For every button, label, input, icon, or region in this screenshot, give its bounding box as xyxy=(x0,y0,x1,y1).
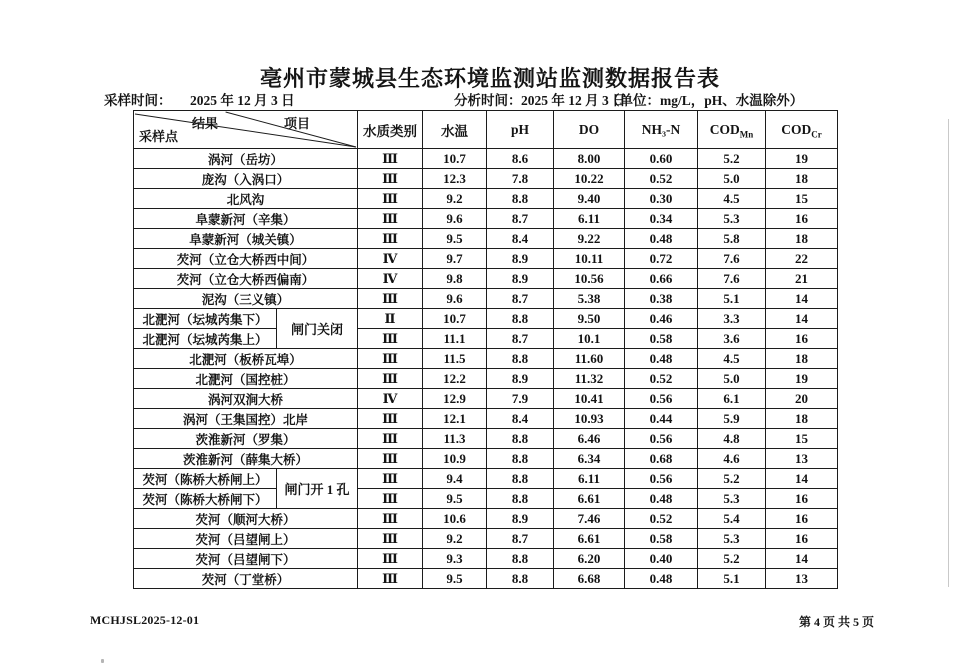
value-cell: 0.52 xyxy=(625,369,698,389)
page-number: 第 4 页 共 5 页 xyxy=(799,615,875,629)
corner-label-result: 结果 xyxy=(192,116,219,131)
value-cell: 10.93 xyxy=(554,409,625,429)
value-cell: 15 xyxy=(766,429,838,449)
category-cell: Ⅲ xyxy=(358,489,423,509)
table-row xyxy=(134,389,838,409)
site-cell: 芡河（陈桥大桥闸下） xyxy=(134,489,277,509)
table-row xyxy=(134,489,838,509)
category-cell: Ⅱ xyxy=(358,309,423,329)
value-cell: 8.8 xyxy=(487,189,554,209)
table-row xyxy=(134,229,838,249)
column-header-nh3n: NH₃-N xyxy=(625,111,698,149)
value-cell: 8.8 xyxy=(487,449,554,469)
value-cell: 5.2 xyxy=(698,549,766,569)
value-cell: 12.9 xyxy=(423,389,487,409)
category-cell: Ⅲ xyxy=(358,469,423,489)
site-cell: 芡河（吕望闸上） xyxy=(134,529,358,549)
column-header-category: 水质类别 xyxy=(358,111,423,149)
category-cell: Ⅲ xyxy=(358,229,423,249)
value-cell: 8.7 xyxy=(487,289,554,309)
site-cell: 庞沟（入涡口） xyxy=(134,169,358,189)
site-cell: 涡河双涧大桥 xyxy=(134,389,358,409)
category-cell: Ⅲ xyxy=(358,369,423,389)
category-cell: Ⅳ xyxy=(358,269,423,289)
column-header-codcr: $COD_{Cr}$ xyxy=(766,111,838,149)
value-cell: 6.46 xyxy=(554,429,625,449)
value-cell: 0.48 xyxy=(625,489,698,509)
value-cell: 0.60 xyxy=(625,149,698,169)
value-cell: 0.30 xyxy=(625,189,698,209)
value-cell: 0.34 xyxy=(625,209,698,229)
gate-status-cell: 闸门开 1 孔 xyxy=(277,469,358,509)
header-row xyxy=(134,111,838,149)
value-cell: 5.3 xyxy=(698,209,766,229)
column-header-codmn: $COD_{Mn}$ xyxy=(698,111,766,149)
value-cell: 14 xyxy=(766,289,838,309)
value-cell: 8.4 xyxy=(487,409,554,429)
category-cell: Ⅲ xyxy=(358,149,423,169)
column-header-do: DO xyxy=(554,111,625,149)
value-cell: 9.6 xyxy=(423,289,487,309)
value-cell: 8.7 xyxy=(487,329,554,349)
value-cell: 9.5 xyxy=(423,569,487,589)
value-cell: 12.3 xyxy=(423,169,487,189)
value-cell: 0.44 xyxy=(625,409,698,429)
value-cell: 13 xyxy=(766,569,838,589)
value-cell: 5.38 xyxy=(554,289,625,309)
category-cell: Ⅳ xyxy=(358,389,423,409)
value-cell: 11.3 xyxy=(423,429,487,449)
value-cell: 9.4 xyxy=(423,469,487,489)
value-cell: 0.40 xyxy=(625,549,698,569)
value-cell: 8.8 xyxy=(487,569,554,589)
value-cell: 8.7 xyxy=(487,209,554,229)
value-cell: 5.4 xyxy=(698,509,766,529)
corner-label-site: 采样点 xyxy=(139,129,179,144)
site-cell: 芡河（丁堂桥） xyxy=(134,569,358,589)
value-cell: 5.1 xyxy=(698,289,766,309)
category-cell: Ⅲ xyxy=(358,509,423,529)
value-cell: 0.66 xyxy=(625,269,698,289)
value-cell: 9.50 xyxy=(554,309,625,329)
value-cell: 0.68 xyxy=(625,449,698,469)
value-cell: 8.8 xyxy=(487,429,554,449)
value-cell: 0.58 xyxy=(625,529,698,549)
value-cell: 8.9 xyxy=(487,269,554,289)
value-cell: 18 xyxy=(766,169,838,189)
value-cell: 8.9 xyxy=(487,249,554,269)
value-cell: 9.40 xyxy=(554,189,625,209)
table-row xyxy=(134,369,838,389)
value-cell: 8.8 xyxy=(487,489,554,509)
category-cell: Ⅲ xyxy=(358,209,423,229)
category-cell: Ⅳ xyxy=(358,249,423,269)
category-cell: Ⅲ xyxy=(358,529,423,549)
table-row xyxy=(134,269,838,289)
value-cell: 14 xyxy=(766,549,838,569)
value-cell: 16 xyxy=(766,489,838,509)
value-cell: 6.11 xyxy=(554,469,625,489)
value-cell: 7.8 xyxy=(487,169,554,189)
table-row xyxy=(134,169,838,189)
scan-artifact-speck xyxy=(101,659,104,663)
value-cell: 13 xyxy=(766,449,838,469)
value-cell: 8.8 xyxy=(487,549,554,569)
table-row xyxy=(134,149,838,169)
document-number: MCHJSL2025-12-01 xyxy=(90,613,200,627)
value-cell: 9.22 xyxy=(554,229,625,249)
value-cell: 21 xyxy=(766,269,838,289)
site-cell: 茨淮新河（罗集） xyxy=(134,429,358,449)
value-cell: 5.0 xyxy=(698,369,766,389)
value-cell: 9.5 xyxy=(423,489,487,509)
value-cell: 8.9 xyxy=(487,509,554,529)
value-cell: 0.72 xyxy=(625,249,698,269)
site-cell: 茨淮新河（薛集大桥） xyxy=(134,449,358,469)
value-cell: 9.2 xyxy=(423,529,487,549)
value-cell: 8.9 xyxy=(487,369,554,389)
value-cell: 16 xyxy=(766,209,838,229)
value-cell: 7.9 xyxy=(487,389,554,409)
value-cell: 5.2 xyxy=(698,149,766,169)
value-cell: 7.6 xyxy=(698,269,766,289)
value-cell: 22 xyxy=(766,249,838,269)
value-cell: 3.6 xyxy=(698,329,766,349)
value-cell: 0.52 xyxy=(625,509,698,529)
value-cell: 9.5 xyxy=(423,229,487,249)
value-cell: 18 xyxy=(766,229,838,249)
value-cell: 6.20 xyxy=(554,549,625,569)
table-row xyxy=(134,249,838,269)
value-cell: 8.6 xyxy=(487,149,554,169)
analysis-time-value: 2025 年 12 月 3 日 xyxy=(521,93,626,108)
value-cell: 5.1 xyxy=(698,569,766,589)
value-cell: 20 xyxy=(766,389,838,409)
value-cell: 19 xyxy=(766,149,838,169)
column-header-temp: 水温 xyxy=(423,111,487,149)
value-cell: 10.22 xyxy=(554,169,625,189)
table-row xyxy=(134,309,838,329)
site-cell: 北风沟 xyxy=(134,189,358,209)
value-cell: 6.61 xyxy=(554,529,625,549)
value-cell: 3.3 xyxy=(698,309,766,329)
site-cell: 芡河（立仓大桥西中间） xyxy=(134,249,358,269)
value-cell: 10.41 xyxy=(554,389,625,409)
value-cell: 10.9 xyxy=(423,449,487,469)
value-cell: 0.38 xyxy=(625,289,698,309)
category-cell: Ⅲ xyxy=(358,549,423,569)
table-row xyxy=(134,409,838,429)
value-cell: 0.56 xyxy=(625,469,698,489)
scan-artifact-line xyxy=(948,119,949,587)
value-cell: 7.6 xyxy=(698,249,766,269)
value-cell: 6.68 xyxy=(554,569,625,589)
analysis-time-label: 分析时间： xyxy=(454,93,522,108)
site-cell: 北淝河（板桥瓦埠） xyxy=(134,349,358,369)
value-cell: 0.46 xyxy=(625,309,698,329)
corner-label-item: 项目 xyxy=(284,116,311,131)
value-cell: 15 xyxy=(766,189,838,209)
value-cell: 0.56 xyxy=(625,389,698,409)
value-cell: 6.11 xyxy=(554,209,625,229)
table-row xyxy=(134,289,838,309)
value-cell: 8.8 xyxy=(487,309,554,329)
value-cell: 16 xyxy=(766,529,838,549)
value-cell: 11.32 xyxy=(554,369,625,389)
value-cell: 8.8 xyxy=(487,349,554,369)
table-corner-header xyxy=(134,111,358,149)
value-cell: 14 xyxy=(766,469,838,489)
unit-note: （单位：mg/L，pH、水温除外） xyxy=(606,93,804,108)
report-title: 亳州市蒙城县生态环境监测站监测数据报告表 xyxy=(259,66,720,91)
value-cell: 5.3 xyxy=(698,529,766,549)
category-cell: Ⅲ xyxy=(358,569,423,589)
site-cell: 北淝河（国控桩） xyxy=(134,369,358,389)
site-cell: 北淝河（坛城芮集上） xyxy=(134,329,277,349)
table-row xyxy=(134,529,838,549)
value-cell: 11.60 xyxy=(554,349,625,369)
value-cell: 4.5 xyxy=(698,349,766,369)
value-cell: 9.3 xyxy=(423,549,487,569)
table-row xyxy=(134,329,838,349)
site-cell: 芡河（陈桥大桥闸上） xyxy=(134,469,277,489)
value-cell: 8.7 xyxy=(487,529,554,549)
category-cell: Ⅲ xyxy=(358,449,423,469)
site-cell: 芡河（立仓大桥西偏南） xyxy=(134,269,358,289)
value-cell: 6.61 xyxy=(554,489,625,509)
sampling-time-value: 2025 年 12 月 3 日 xyxy=(190,93,295,108)
table-row xyxy=(134,429,838,449)
value-cell: 11.5 xyxy=(423,349,487,369)
value-cell: 11.1 xyxy=(423,329,487,349)
site-cell: 北淝河（坛城芮集下） xyxy=(134,309,277,329)
value-cell: 6.1 xyxy=(698,389,766,409)
value-cell: 10.7 xyxy=(423,309,487,329)
sampling-time-label: 采样时间： xyxy=(104,93,172,108)
gate-status-cell: 闸门关闭 xyxy=(277,309,358,349)
site-cell: 阜蒙新河（城关镇） xyxy=(134,229,358,249)
value-cell: 5.3 xyxy=(698,489,766,509)
value-cell: 0.48 xyxy=(625,349,698,369)
value-cell: 18 xyxy=(766,409,838,429)
value-cell: 4.5 xyxy=(698,189,766,209)
table-row xyxy=(134,549,838,569)
value-cell: 9.7 xyxy=(423,249,487,269)
value-cell: 8.00 xyxy=(554,149,625,169)
value-cell: 19 xyxy=(766,369,838,389)
value-cell: 5.8 xyxy=(698,229,766,249)
value-cell: 8.8 xyxy=(487,469,554,489)
value-cell: 10.1 xyxy=(554,329,625,349)
table-row xyxy=(134,469,838,489)
value-cell: 10.56 xyxy=(554,269,625,289)
monitoring-data-table xyxy=(133,110,838,589)
value-cell: 4.8 xyxy=(698,429,766,449)
value-cell: 0.58 xyxy=(625,329,698,349)
table-row xyxy=(134,509,838,529)
value-cell: 0.48 xyxy=(625,569,698,589)
value-cell: 16 xyxy=(766,509,838,529)
value-cell: 0.56 xyxy=(625,429,698,449)
value-cell: 16 xyxy=(766,329,838,349)
site-cell: 涡河（岳坊） xyxy=(134,149,358,169)
table-row xyxy=(134,449,838,469)
value-cell: 10.7 xyxy=(423,149,487,169)
category-cell: Ⅲ xyxy=(358,169,423,189)
table-row xyxy=(134,209,838,229)
value-cell: 4.6 xyxy=(698,449,766,469)
value-cell: 5.9 xyxy=(698,409,766,429)
value-cell: 9.6 xyxy=(423,209,487,229)
value-cell: 12.1 xyxy=(423,409,487,429)
category-cell: Ⅲ xyxy=(358,429,423,449)
value-cell: 6.34 xyxy=(554,449,625,469)
value-cell: 5.0 xyxy=(698,169,766,189)
category-cell: Ⅲ xyxy=(358,349,423,369)
site-cell: 涡河（王集国控）北岸 xyxy=(134,409,358,429)
value-cell: 0.48 xyxy=(625,229,698,249)
value-cell: 8.4 xyxy=(487,229,554,249)
table-row xyxy=(134,569,838,589)
table-row xyxy=(134,189,838,209)
category-cell: Ⅲ xyxy=(358,289,423,309)
value-cell: 14 xyxy=(766,309,838,329)
value-cell: 10.11 xyxy=(554,249,625,269)
value-cell: 0.52 xyxy=(625,169,698,189)
value-cell: 5.2 xyxy=(698,469,766,489)
column-header-ph: pH xyxy=(487,111,554,149)
value-cell: 18 xyxy=(766,349,838,369)
value-cell: 7.46 xyxy=(554,509,625,529)
value-cell: 12.2 xyxy=(423,369,487,389)
category-cell: Ⅲ xyxy=(358,409,423,429)
site-cell: 芡河（吕望闸下） xyxy=(134,549,358,569)
site-cell: 泥沟（三义镇） xyxy=(134,289,358,309)
category-cell: Ⅲ xyxy=(358,189,423,209)
value-cell: 9.2 xyxy=(423,189,487,209)
category-cell: Ⅲ xyxy=(358,329,423,349)
value-cell: 9.8 xyxy=(423,269,487,289)
site-cell: 芡河（顺河大桥） xyxy=(134,509,358,529)
table-row xyxy=(134,349,838,369)
value-cell: 10.6 xyxy=(423,509,487,529)
site-cell: 阜蒙新河（辛集） xyxy=(134,209,358,229)
